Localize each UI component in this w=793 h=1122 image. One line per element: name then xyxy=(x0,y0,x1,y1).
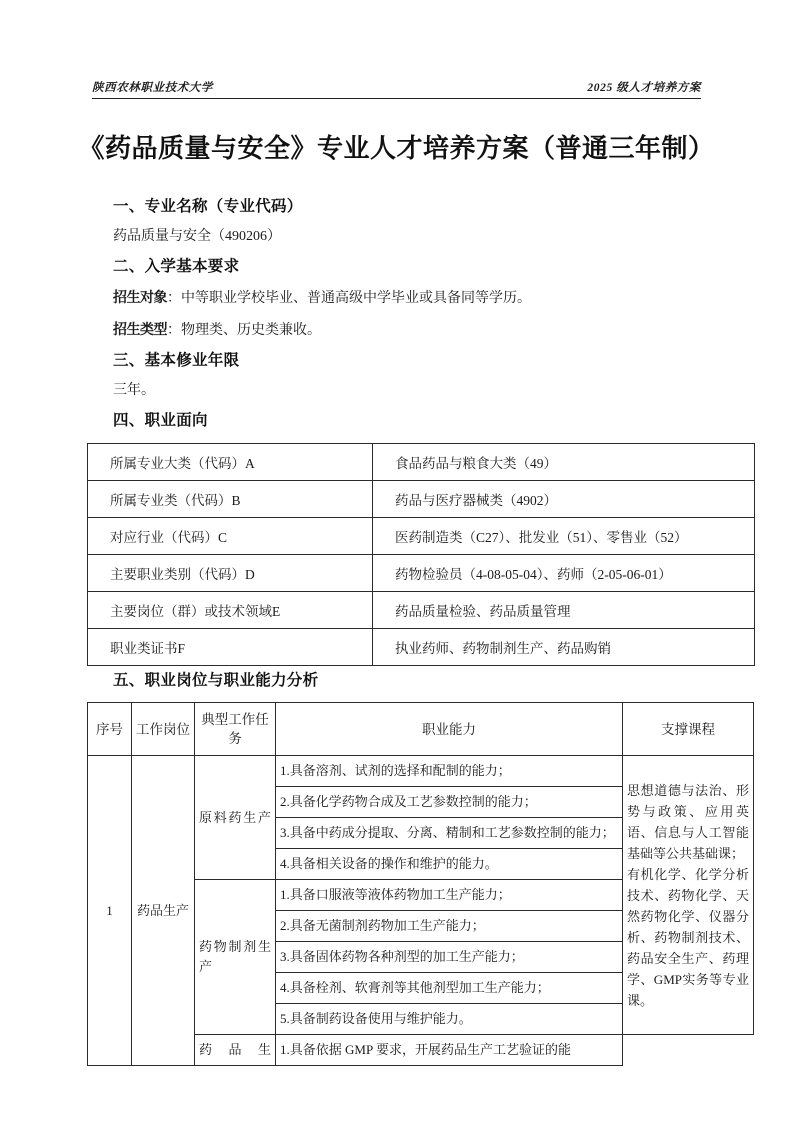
study-duration: 三年。 xyxy=(113,383,155,398)
admission-target-line xyxy=(113,282,707,314)
table-row xyxy=(88,629,755,666)
admission-target-label: 招生对象 xyxy=(113,289,167,305)
career-value: 执业药师、药物制剂生产、药品购销 xyxy=(373,629,755,666)
career-label: 主要岗位（群）或技术领域E xyxy=(88,592,373,629)
table-row xyxy=(88,518,755,555)
career-label: 主要职业类别（代码）D xyxy=(88,555,373,592)
table-row xyxy=(88,555,755,592)
running-header xyxy=(92,72,701,99)
ability-item: 4.具备栓剂、软膏剂等其他剂型加工生产能力； xyxy=(276,973,623,1004)
ability-item: 2.具备化学药物合成及工艺参数控制的能力； xyxy=(276,787,623,818)
ability-item: 4.具备相关设备的操作和维护的能力。 xyxy=(276,849,623,880)
column-header-course: 支撑课程 xyxy=(623,703,754,756)
career-label: 所属专业大类（代码）A xyxy=(88,444,373,481)
admission-type-value: ：物理类、历史类兼收。 xyxy=(167,323,321,338)
ability-item: 3.具备固体药物各种剂型的加工生产能力； xyxy=(276,942,623,973)
page-title: 《药品质量与安全》专业人才培养方案（普通三年制） xyxy=(78,134,715,163)
table-row xyxy=(88,592,755,629)
ability-item: 1.具备溶剂、试剂的选择和配制的能力； xyxy=(276,756,623,787)
typical-task: 药品生 xyxy=(195,1035,276,1066)
ability-item: 2.具备无菌制剂药物加工生产能力； xyxy=(276,911,623,942)
document-body xyxy=(96,192,749,1066)
typical-task: 药物制剂生产 xyxy=(195,880,276,1035)
section-heading-1: 一、专业名称（专业代码） xyxy=(113,198,303,215)
row-index: 1 xyxy=(88,756,132,1066)
section-heading-3: 三、基本修业年限 xyxy=(113,352,240,369)
major-name-code: 药品质量与安全（490206） xyxy=(113,229,281,244)
admission-type-label: 招生类型 xyxy=(113,321,167,337)
supporting-courses xyxy=(623,756,754,1035)
career-value: 药品与医疗器械类（4902） xyxy=(373,481,755,518)
career-value: 医药制造类（C27）、批发业（51）、零售业（52） xyxy=(373,518,755,555)
supporting-courses-major: 有机化学、化学分析技术、药物化学、天然药物化学、仪器分析、药物制剂技术、药品安全生产、药理学、GMP实务等专业课。 xyxy=(627,866,749,1008)
column-header-task: 典型工作任务 xyxy=(195,703,276,756)
table-row xyxy=(88,756,754,787)
career-value: 药物检验员（4-08-05-04）、药师（2-05-06-01） xyxy=(373,555,755,592)
section-heading-5: 五、职业岗位与职业能力分析 xyxy=(113,672,319,689)
table-row xyxy=(88,481,755,518)
column-header-post: 工作岗位 xyxy=(132,703,195,756)
column-header-ability: 职业能力 xyxy=(276,703,623,756)
ability-item: 5.具备制药设备使用与维护能力。 xyxy=(276,1004,623,1035)
ability-item: 1.具备口服液等液体药物加工生产能力； xyxy=(276,880,623,911)
career-label: 所属专业类（代码）B xyxy=(88,481,373,518)
admission-type-line xyxy=(113,314,707,346)
typical-task: 原料药生产 xyxy=(195,756,276,880)
work-post: 药品生产 xyxy=(132,756,195,1066)
header-institution: 陕西农林职业技术大学 xyxy=(92,81,213,94)
ability-analysis-table xyxy=(87,702,754,1066)
header-plan-year: 2025 级人才培养方案 xyxy=(587,81,701,94)
table-header-row xyxy=(88,703,754,756)
career-label: 对应行业（代码）C xyxy=(88,518,373,555)
ability-item: 3.具备中药成分提取、分离、精制和工艺参数控制的能力； xyxy=(276,818,623,849)
column-header-no: 序号 xyxy=(88,703,132,756)
supporting-courses-public: 思想道德与法治、形势与政策、应用英语、信息与人工智能基础等公共基础课； xyxy=(627,782,749,861)
section-heading-4: 四、职业面向 xyxy=(113,412,208,429)
career-orientation-table xyxy=(87,443,755,666)
career-value: 药品质量检验、药品质量管理 xyxy=(373,592,755,629)
section-heading-2: 二、入学基本要求 xyxy=(113,258,240,275)
admission-target-value: ：中等职业学校毕业、普通高级中学毕业或具备同等学历。 xyxy=(167,291,531,306)
career-label: 职业类证书F xyxy=(88,629,373,666)
table-row xyxy=(88,444,755,481)
career-value: 食品药品与粮食大类（49） xyxy=(373,444,755,481)
ability-item: 1.具备依据 GMP 要求，开展药品生产工艺验证的能 xyxy=(276,1035,623,1066)
